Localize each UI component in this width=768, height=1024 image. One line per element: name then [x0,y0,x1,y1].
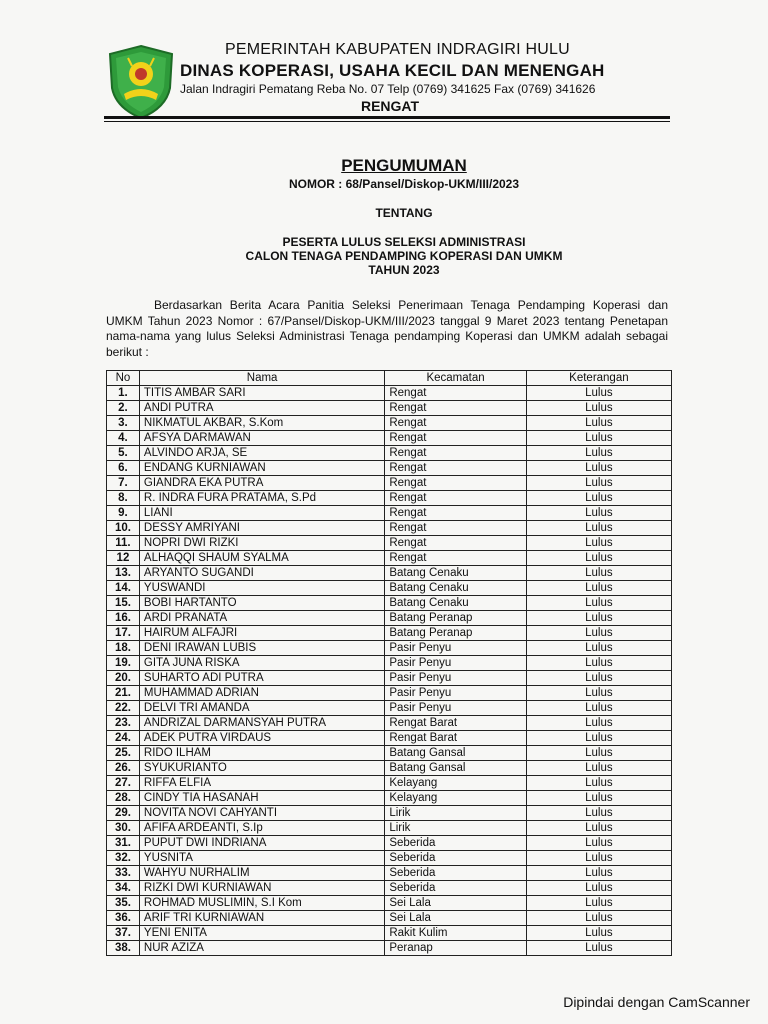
row-number: 34. [107,881,140,896]
table-header-row [107,371,672,386]
table-row [107,776,672,791]
document-number: NOMOR : 68/Pansel/Diskop-UKM/III/2023 [288,177,520,191]
remark: Lulus [526,716,671,731]
participant-name: ALVINDO ARJA, SE [139,446,384,461]
table-row [107,836,672,851]
district: Sei Lala [385,896,526,911]
participant-name: YUSWANDI [139,581,384,596]
subject-line-3: TAHUN 2023 [368,263,440,277]
district: Rengat [385,551,526,566]
table-row [107,746,672,761]
row-number: 7. [107,476,140,491]
row-number: 30. [107,821,140,836]
district: Rengat [385,506,526,521]
participant-name: DELVI TRI AMANDA [139,701,384,716]
table-row [107,731,672,746]
district: Batang Cenaku [385,596,526,611]
remark: Lulus [526,596,671,611]
table-row [107,596,672,611]
remark: Lulus [526,776,671,791]
district: Rengat [385,491,526,506]
remark: Lulus [526,866,671,881]
remark: Lulus [526,626,671,641]
participant-name: ARYANTO SUGANDI [139,566,384,581]
remark: Lulus [526,881,671,896]
district: Pasir Penyu [385,686,526,701]
remark: Lulus [526,851,671,866]
row-number: 21. [107,686,140,701]
participant-name: RIFFA ELFIA [139,776,384,791]
participant-name: TITIS AMBAR SARI [139,386,384,401]
district: Pasir Penyu [385,701,526,716]
subject-line-2: CALON TENAGA PENDAMPING KOPERASI DAN UMKM [245,249,563,263]
remark: Lulus [526,446,671,461]
district: Rengat [385,431,526,446]
district: Seberida [385,866,526,881]
row-number: 17. [107,626,140,641]
district: Rengat [385,521,526,536]
remark: Lulus [526,536,671,551]
district: Pasir Penyu [385,641,526,656]
participant-name: ALHAQQI SHAUM SYALMA [139,551,384,566]
letterhead [180,40,680,114]
row-number: 5. [107,446,140,461]
row-number: 26. [107,761,140,776]
participants-table [106,370,672,956]
district: Lirik [385,806,526,821]
participant-name: NIKMATUL AKBAR, S.Kom [139,416,384,431]
district: Kelayang [385,791,526,806]
participant-name: ANDRIZAL DARMANSYAH PUTRA [139,716,384,731]
row-number: 8. [107,491,140,506]
row-number: 13. [107,566,140,581]
district: Rengat Barat [385,716,526,731]
district: Rengat [385,461,526,476]
letterhead-divider [104,116,670,119]
header-name: Nama [139,371,384,386]
remark: Lulus [526,416,671,431]
remark: Lulus [526,671,671,686]
row-number: 28. [107,791,140,806]
participant-name: ROHMAD MUSLIMIN, S.I Kom [139,896,384,911]
table-row [107,401,672,416]
remark: Lulus [526,461,671,476]
document-subject [104,235,704,277]
participant-name: MUHAMMAD ADRIAN [139,686,384,701]
district: Batang Gansal [385,761,526,776]
letterhead-divider-thin [104,121,670,122]
row-number: 18. [107,641,140,656]
table-row [107,941,672,956]
district: Seberida [385,836,526,851]
participant-name: ANDI PUTRA [139,401,384,416]
participant-name: BOBI HARTANTO [139,596,384,611]
table-row [107,791,672,806]
row-number: 23. [107,716,140,731]
participant-name: RIDO ILHAM [139,746,384,761]
row-number: 20. [107,671,140,686]
district: Seberida [385,851,526,866]
participant-name: ENDANG KURNIAWAN [139,461,384,476]
letterhead-government: PEMERINTAH KABUPATEN INDRAGIRI HULU [225,41,570,58]
remark: Lulus [526,731,671,746]
remark: Lulus [526,566,671,581]
row-number: 3. [107,416,140,431]
remark: Lulus [526,806,671,821]
remark: Lulus [526,896,671,911]
subject-line-1: PESERTA LULUS SELEKSI ADMINISTRASI [282,235,526,249]
table-row [107,581,672,596]
remark: Lulus [526,431,671,446]
row-number: 16. [107,611,140,626]
table-row [107,386,672,401]
row-number: 10. [107,521,140,536]
participant-name: AFIFA ARDEANTI, S.Ip [139,821,384,836]
remark: Lulus [526,701,671,716]
remark: Lulus [526,686,671,701]
table-row [107,926,672,941]
participant-name: HAIRUM ALFAJRI [139,626,384,641]
row-number: 4. [107,431,140,446]
row-number: 24. [107,731,140,746]
remark: Lulus [526,656,671,671]
row-number: 2. [107,401,140,416]
remark: Lulus [526,941,671,956]
letterhead-address: Jalan Indragiri Pematang Reba No. 07 Telp (0769) 341625 Fax (0769) 341626 [180,82,596,96]
district: Batang Gansal [385,746,526,761]
remark: Lulus [526,386,671,401]
table-row [107,851,672,866]
table-row [107,521,672,536]
table-row [107,461,672,476]
remark: Lulus [526,551,671,566]
header-no: No [107,371,140,386]
district: Batang Cenaku [385,581,526,596]
row-number: 31. [107,836,140,851]
row-number: 14. [107,581,140,596]
letterhead-agency: DINAS KOPERASI, USAHA KECIL DAN MENENGAH [180,61,605,80]
district: Rengat [385,416,526,431]
district: Rengat Barat [385,731,526,746]
district: Pasir Penyu [385,656,526,671]
participant-name: NOPRI DWI RIZKI [139,536,384,551]
district: Peranap [385,941,526,956]
participant-name: GITA JUNA RISKA [139,656,384,671]
district: Batang Cenaku [385,566,526,581]
row-number: 29. [107,806,140,821]
participant-name: GIANDRA EKA PUTRA [139,476,384,491]
row-number: 19. [107,656,140,671]
table-row [107,866,672,881]
row-number: 36. [107,911,140,926]
remark: Lulus [526,401,671,416]
remark: Lulus [526,926,671,941]
row-number: 38. [107,941,140,956]
table-row [107,911,672,926]
remark: Lulus [526,821,671,836]
table-row [107,896,672,911]
remark: Lulus [526,746,671,761]
remark: Lulus [526,506,671,521]
participant-name: WAHYU NURHALIM [139,866,384,881]
intro-paragraph: Berdasarkan Berita Acara Panitia Seleksi Penerimaan Tenaga Pendamping Koperasi dan UMKM Tahun 2023 Nomor : 67/Pansel/Diskop-UKM/III/2023 tanggal 9 Maret 2023 tentang Penetapan nama-nama yang lulus Seleksi Administrasi Tenaga pendamping Koperasi dan UMKM adalah sebagai berikut : [106,298,668,359]
table-row [107,416,672,431]
letterhead-city: RENGAT [360,98,420,114]
district: Rengat [385,536,526,551]
document-title: PENGUMUMAN [341,156,467,175]
table-row [107,716,672,731]
table-row [107,476,672,491]
district: Seberida [385,881,526,896]
remark: Lulus [526,581,671,596]
table-row [107,806,672,821]
participant-name: SUHARTO ADI PUTRA [139,671,384,686]
district: Rakit Kulim [385,926,526,941]
remark: Lulus [526,911,671,926]
table-row [107,881,672,896]
document-about: TENTANG [375,206,433,220]
table-row [107,491,672,506]
district: Rengat [385,476,526,491]
participant-name: CINDY TIA HASANAH [139,791,384,806]
district: Batang Peranap [385,626,526,641]
table-row [107,671,672,686]
district: Kelayang [385,776,526,791]
remark: Lulus [526,836,671,851]
row-number: 15. [107,596,140,611]
row-number: 12 [107,551,140,566]
row-number: 37. [107,926,140,941]
row-number: 25. [107,746,140,761]
scanner-watermark: Dipindai dengan CamScanner [563,994,750,1010]
remark: Lulus [526,521,671,536]
table-row [107,446,672,461]
remark: Lulus [526,761,671,776]
regency-emblem-icon [106,44,176,120]
table-row [107,506,672,521]
table-row [107,611,672,626]
district: Sei Lala [385,911,526,926]
district: Pasir Penyu [385,671,526,686]
participant-name: LIANI [139,506,384,521]
remark: Lulus [526,611,671,626]
table-row [107,431,672,446]
row-number: 32. [107,851,140,866]
district: Rengat [385,386,526,401]
district: Rengat [385,401,526,416]
participant-name: AFSYA DARMAWAN [139,431,384,446]
table-row [107,641,672,656]
district: Batang Peranap [385,611,526,626]
remark: Lulus [526,491,671,506]
participant-name: SYUKURIANTO [139,761,384,776]
row-number: 1. [107,386,140,401]
participant-name: ARDI PRANATA [139,611,384,626]
table-row [107,821,672,836]
participant-name: DESSY AMRIYANI [139,521,384,536]
table-row [107,686,672,701]
row-number: 9. [107,506,140,521]
table-row [107,626,672,641]
table-row [107,536,672,551]
participant-name: RIZKI DWI KURNIAWAN [139,881,384,896]
row-number: 33. [107,866,140,881]
table-row [107,656,672,671]
row-number: 11. [107,536,140,551]
district: Rengat [385,446,526,461]
participant-name: DENI IRAWAN LUBIS [139,641,384,656]
participant-name: NOVITA NOVI CAHYANTI [139,806,384,821]
participant-name: YUSNITA [139,851,384,866]
participant-name: PUPUT DWI INDRIANA [139,836,384,851]
row-number: 35. [107,896,140,911]
remark: Lulus [526,476,671,491]
row-number: 6. [107,461,140,476]
remark: Lulus [526,641,671,656]
participant-name: R. INDRA FURA PRATAMA, S.Pd [139,491,384,506]
table-row [107,701,672,716]
header-district: Kecamatan [385,371,526,386]
district: Lirik [385,821,526,836]
participant-name: ADEK PUTRA VIRDAUS [139,731,384,746]
table-row [107,566,672,581]
participant-name: YENI ENITA [139,926,384,941]
row-number: 22. [107,701,140,716]
table-row [107,551,672,566]
header-remark: Keterangan [526,371,671,386]
participant-name: ARIF TRI KURNIAWAN [139,911,384,926]
table-row [107,761,672,776]
row-number: 27. [107,776,140,791]
participant-name: NUR AZIZA [139,941,384,956]
remark: Lulus [526,791,671,806]
